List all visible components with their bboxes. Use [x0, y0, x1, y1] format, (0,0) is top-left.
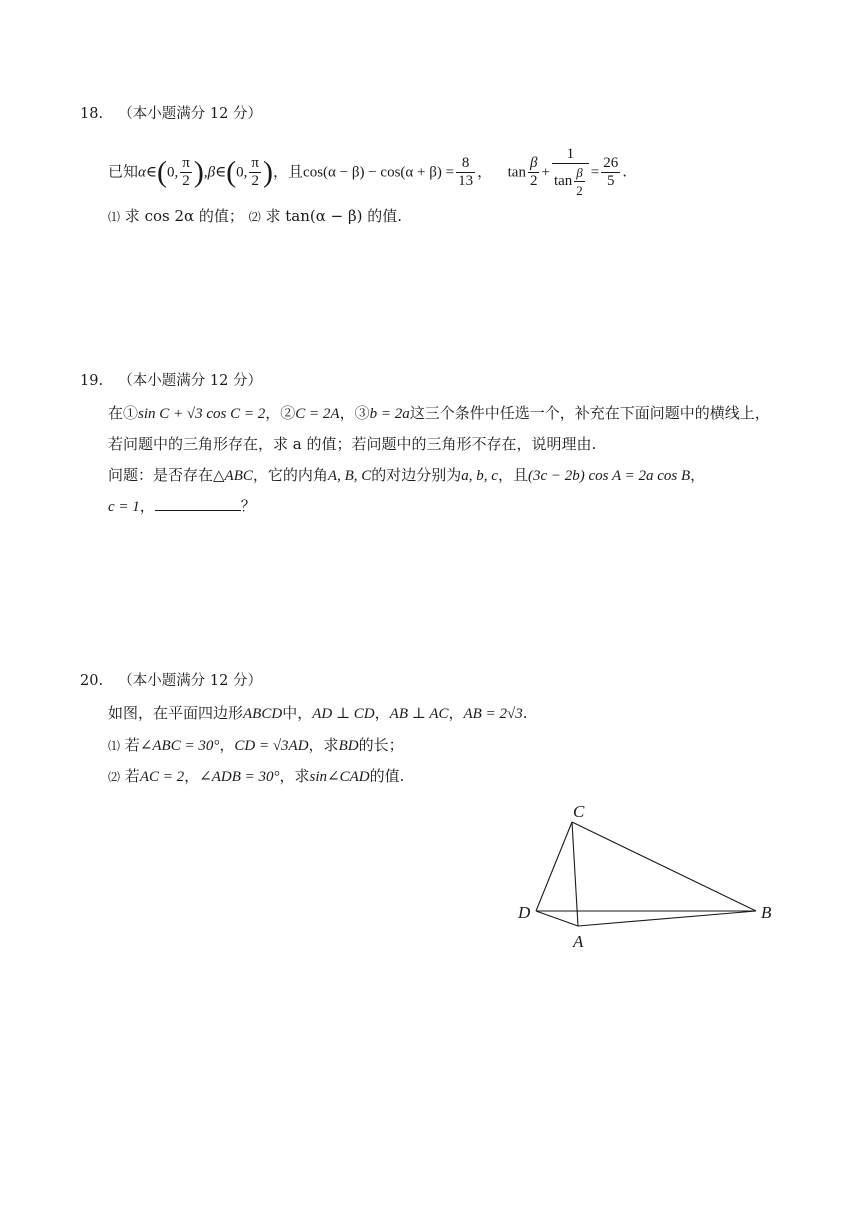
- eight-thirteenths-fraction: $\frac{8}{13}$: [458, 155, 474, 189]
- q20-part-2: ⑵ 若AC = 2，∠ADB = 30°，求sin∠CAD的值.: [108, 767, 405, 785]
- q19-line-1: 在①sin C + √3 cos C = 2，②C = 2A，③b = 2a这三个条件中任选一个，补充在下面问题中的横线上，: [108, 404, 770, 422]
- condition-1-formula: sin C + √3 cos C = 2: [138, 406, 266, 422]
- question-score: （本小题满分 12 分）: [118, 673, 262, 689]
- pi-over-2-fraction: $\frac{\pi}{2}$: [182, 155, 190, 189]
- q18-statement: 已知α∈(0, $\frac{\pi}{2}$ ),β∈(0, $\frac{\pi}{2}$ )，且cos(α − β) − cos(α + β) = $\frac{8}{13}$ ， tan $\frac{\beta}{2}$ + 1 tan $\frac{\beta}{2}$ = $\frac{26}{5}$ .: [108, 146, 628, 198]
- question-number: 18.: [80, 106, 104, 122]
- edge-DA: [536, 911, 578, 926]
- one-over-tan-fraction: 1 tan $\frac{\beta}{2}$: [552, 146, 589, 199]
- condition-2-formula: C = 2A: [295, 406, 340, 422]
- known-label: 已知: [108, 162, 139, 181]
- q19-header-line: [80, 371, 262, 391]
- cos-difference-expression: cos(α − β) − cos(α + β) =: [303, 164, 455, 181]
- beta-over-2-fraction: $\frac{\beta}{2}$: [529, 155, 538, 189]
- answer-blank: [155, 496, 241, 511]
- and-label: 且: [288, 162, 304, 181]
- vertex-label-D: D: [518, 903, 531, 922]
- q19-line-4: c = 1， ？: [108, 497, 256, 515]
- q20-statement: 如图，在平面四边形ABCD中，AD ⊥ CD，AB ⊥ AC，AB = 2√3.: [108, 704, 528, 722]
- q18-header-line: [80, 104, 262, 124]
- tan-label: tan: [507, 164, 526, 181]
- quadrilateral-figure: [500, 800, 790, 960]
- right-paren: ): [193, 155, 204, 189]
- pi-over-2-fraction: $\frac{\pi}{2}$: [251, 155, 259, 189]
- edge-CD: [536, 822, 572, 911]
- q20-header-line: [80, 671, 262, 691]
- left-paren: (: [157, 155, 167, 189]
- part-2-label: ⑵: [108, 770, 121, 784]
- edge-CA: [572, 822, 578, 926]
- vertex-label-C: C: [573, 802, 585, 821]
- interval-start: 0,: [167, 164, 179, 181]
- edge-CB: [572, 822, 756, 911]
- question-score: （本小题满分 12 分）: [118, 373, 262, 389]
- given-equation: (3c − 2b) cos A = 2a cos B: [527, 468, 691, 484]
- alpha-symbol: α: [138, 164, 146, 181]
- element-of-symbol: ∈: [145, 164, 157, 181]
- question-number: 19.: [80, 373, 104, 389]
- question-number: 20.: [80, 673, 104, 689]
- part-2-text: 求 tan(α − β) 的值.: [265, 207, 403, 225]
- part-1-text: 求 cos 2α 的值；: [124, 207, 244, 225]
- edge-AB: [578, 911, 756, 926]
- q20-part-1: ⑴ 若∠ABC = 30°，CD = √3AD，求BD的长；: [108, 736, 404, 754]
- q18-parts: [108, 206, 402, 227]
- triangle-symbol: △ABC: [213, 468, 253, 484]
- question-score: （本小题满分 12 分）: [118, 106, 262, 122]
- 26-over-5-fraction: $\frac{26}{5}$: [603, 155, 619, 189]
- q19-line-2: 若问题中的三角形存在，求 a 的值；若问题中的三角形不存在，说明理由.: [108, 435, 597, 453]
- part-1-label: ⑴: [108, 210, 121, 224]
- vertex-label-B: B: [761, 903, 772, 922]
- part-1-label: ⑴: [108, 739, 121, 753]
- beta-symbol: β: [207, 164, 216, 181]
- vertex-label-A: A: [573, 932, 584, 951]
- condition-3-formula: b = 2a: [369, 406, 410, 422]
- part-2-label: ⑵: [248, 210, 261, 224]
- q19-line-3: 问题：是否存在△ABC，它的内角A, B, C的对边分别为a, b, c，且(3c − 2b) cos A = 2a cos B，: [108, 466, 706, 484]
